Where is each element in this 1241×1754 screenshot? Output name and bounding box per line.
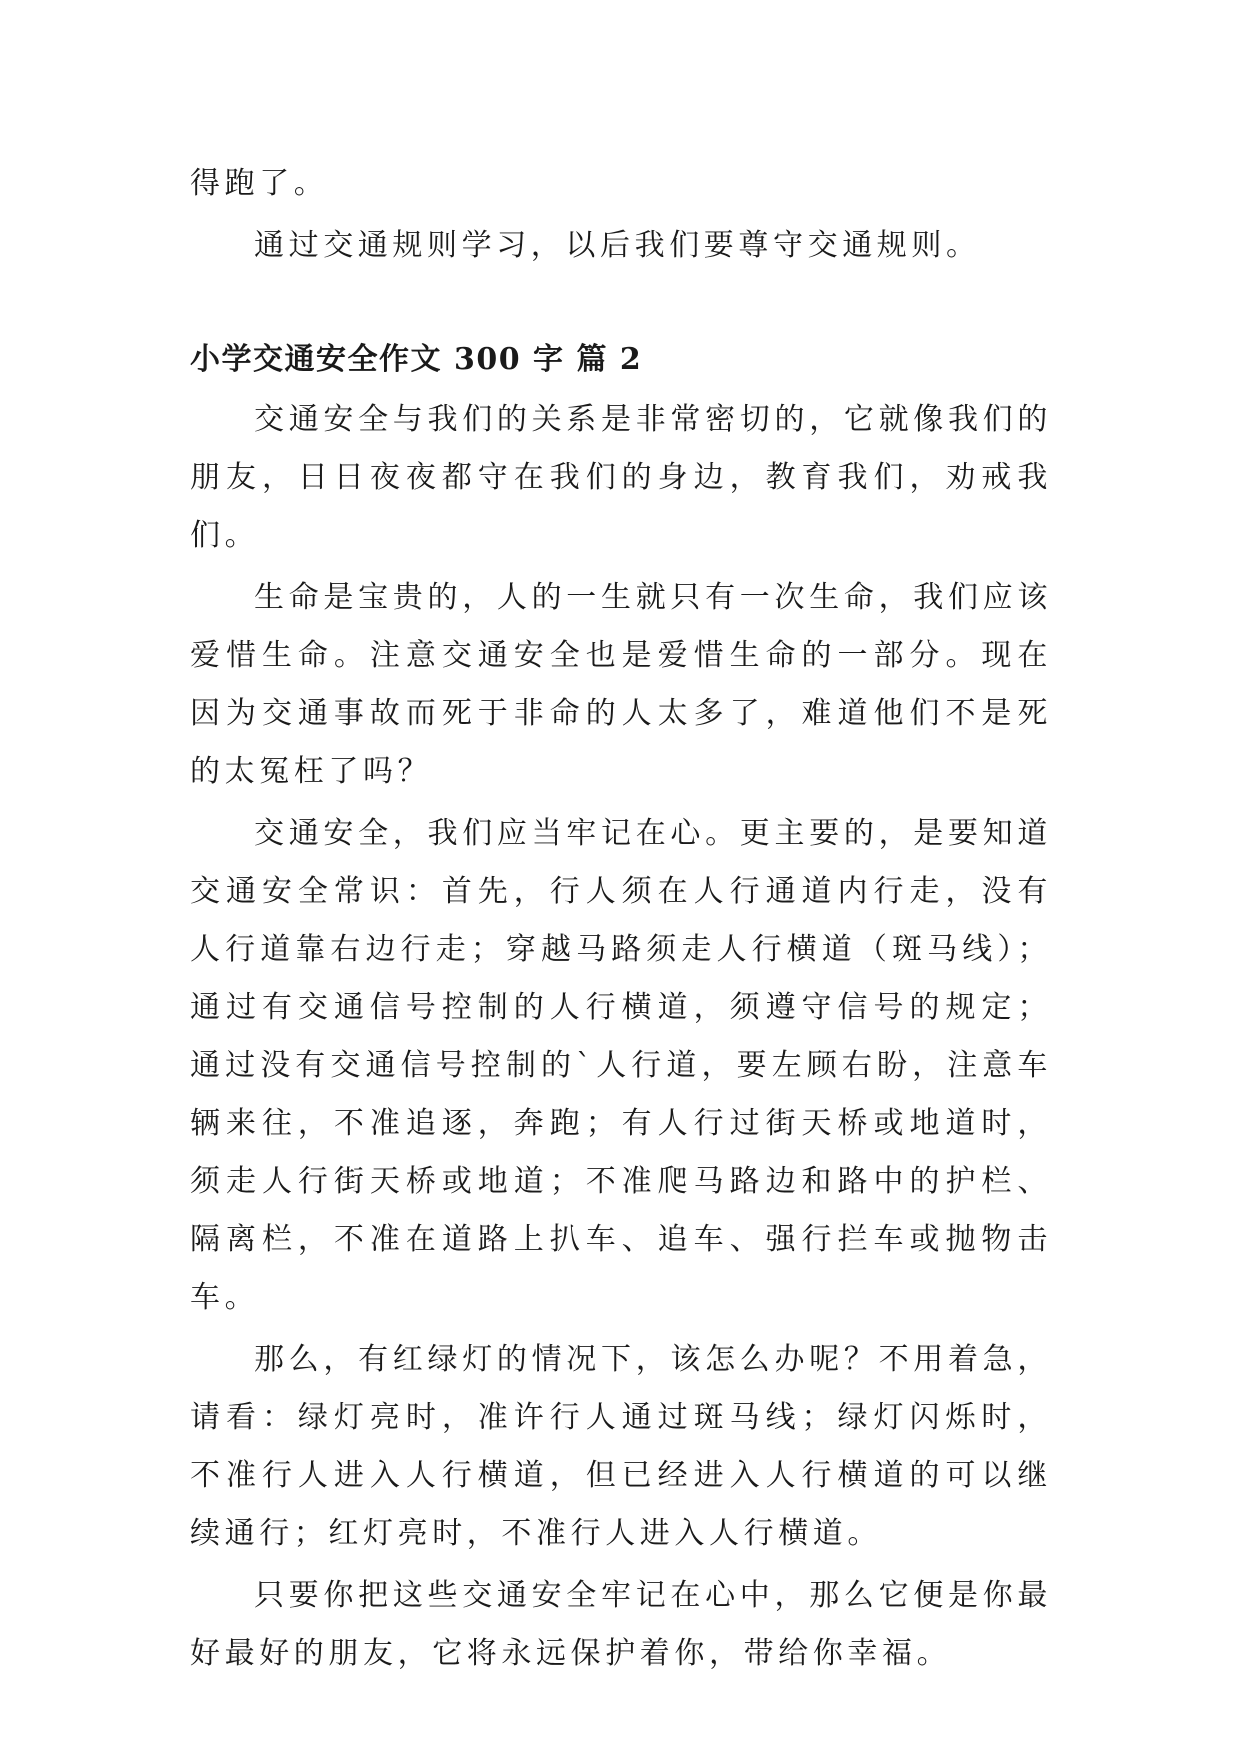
- document-body: [190, 155, 1052, 1687]
- paragraph: 交通安全，我们应当牢记在心。更主要的，是要知道交通安全常识：首先，行人须在人行通道内行走，没有人行道靠右边行走；穿越马路须走人行横道（斑马线）；通过有交通信号控制的人行横道，须遵守信号的规定；通过没有交通信号控制的`人行道，要左顾右盼，注意车辆来往，不准追逐，奔跑；有人行过街天桥或地道时，须走人行街天桥或地道；不准爬马路边和路中的护栏、隔离栏，不准在道路上扒车、追车、强行拦车或抛物击车。: [190, 816, 1052, 1315]
- paragraph: 生命是宝贵的，人的一生就只有一次生命，我们应该爱惜生命。注意交通安全也是爱惜生命的一部分。现在因为交通事故而死于非命的人太多了，难道他们不是死的太冤枉了吗？: [190, 580, 1052, 789]
- paragraph: 那么，有红绿灯的情况下，该怎么办呢？不用着急，请看：绿灯亮时，准许行人通过斑马线；绿灯闪烁时，不准行人进入人行横道，但已经进入人行横道的可以继续通行；红灯亮时，不准行人进入人行横道。: [190, 1342, 1052, 1551]
- paragraph-conclusion: 通过交通规则学习，以后我们要尊守交通规则。: [254, 228, 981, 263]
- section-gap: [190, 279, 1052, 331]
- section-heading: 小学交通安全作文 300 字 篇 2: [190, 342, 643, 377]
- paragraph: 只要你把这些交通安全牢记在心中，那么它便是你最好最好的朋友，它将永远保护着你，带给你幸福。: [190, 1578, 1052, 1671]
- paragraph: 交通安全与我们的关系是非常密切的，它就像我们的朋友，日日夜夜都守在我们的身边，教育我们，劝戒我们。: [190, 402, 1052, 553]
- paragraph-continuation: 得跑了。: [190, 166, 329, 201]
